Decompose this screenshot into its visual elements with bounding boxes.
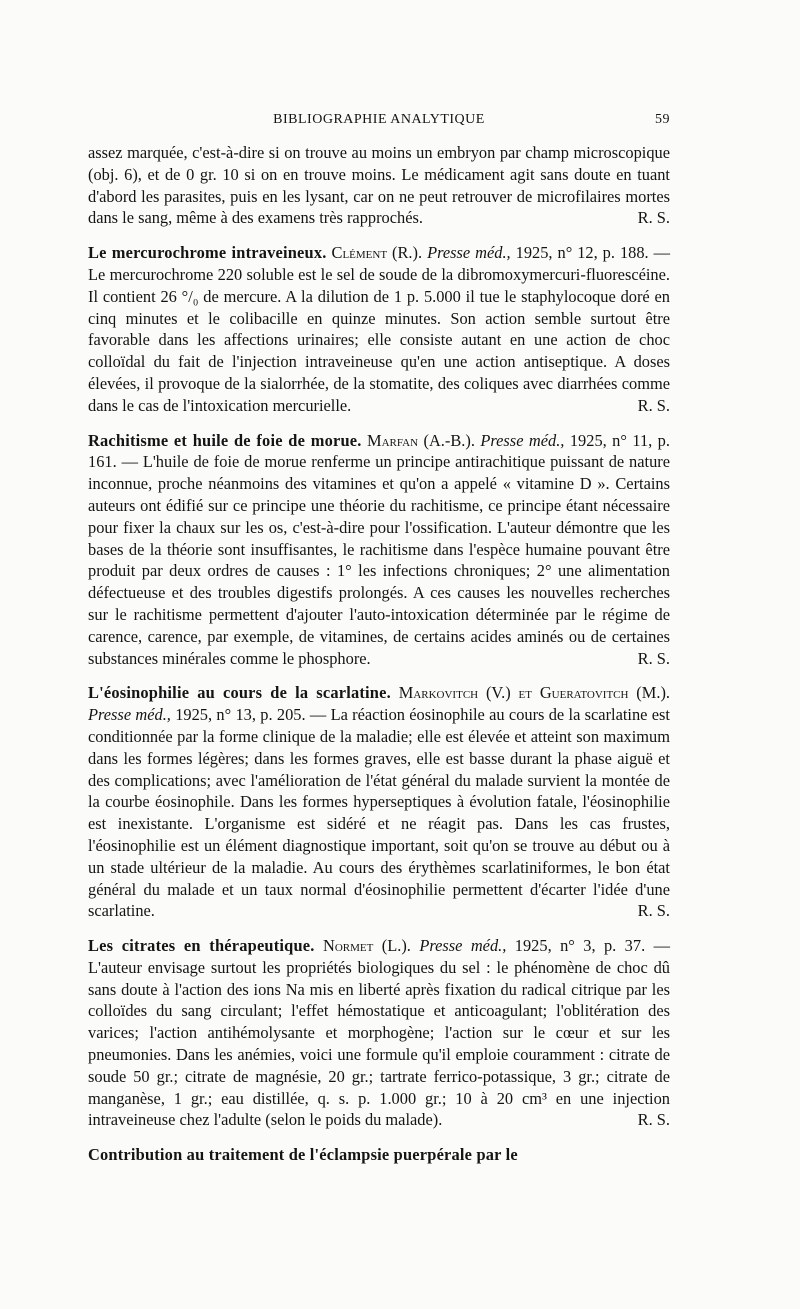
abstract-rachitisme: [88, 430, 670, 670]
header-title: BIBLIOGRAPHIE ANALYTIQUE: [273, 112, 485, 127]
abstract-signature: R. S.: [637, 901, 670, 921]
abstract-eosinophilie: [88, 682, 670, 922]
abstract-reference: 1925, n° 11, p. 161.: [88, 430, 670, 472]
abstract-author: Markovitch (V.) et Gueratovitch (M.).: [398, 683, 670, 703]
abstract-title: Le mercurochrome intraveineux.: [88, 243, 327, 263]
continued-abstract: [88, 142, 670, 229]
abstract-text: — La réaction éosinophile au cours de la scarlatine est conditionnée par la forme clinique de la maladie; elle est élevée et atteint son maximum dans les formes légères; dans les formes graves, elle est basse durant la phase aiguë et des complications; avec l'amélioration de l'état général du malade survient la montée de la courbe éosinophile. Dans les formes hyperseptiques à évolution fatale, l'éosinophilie est inexistante. L'organisme est sidéré et ne réagit pas. Dans les cas frustes, l'éosinophilie est un élément diagnostique important, soit qu'on se trouve au début ou à un stade ultérieur de la maladie. Au cours des érythèmes scarlatiniformes, le bon état général du malade et un taux normal d'éosinophilie permettent d'écarter l'idée d'une scarlatine.: [88, 705, 670, 921]
abstract-text: assez marquée, c'est-à-dire si on trouve au moins un embryon par champ microscopique (obj. 6), et de 0 gr. 10 si on en trouve moins. Le médicament agit sans doute en tuant d'abord les parasites, puis en les lysant, car on ne peut retrouver de microfilaires mortes dans le sang, même à des examens très rapprochés.: [88, 143, 670, 228]
abstract-title: Les citrates en thérapeutique.: [88, 936, 315, 956]
abstract-journal: Presse méd.,: [480, 430, 565, 450]
abstract-author: Marfan (A.-B.).: [367, 430, 475, 450]
abstract-author: Clément (R.).: [331, 243, 423, 263]
abstract-signature: R. S.: [637, 208, 670, 228]
page-body: [88, 142, 670, 1179]
abstract-title: Contribution au traitement de l'éclampsie puerpérale par le: [88, 1145, 518, 1165]
abstract-signature: R. S.: [637, 395, 670, 415]
abstract-journal: Presse méd.,: [427, 243, 511, 263]
abstract-journal: Presse méd.,: [419, 936, 507, 956]
abstract-text: — L'huile de foie de morue renferme un principe antirachitique puissant de nature inconnue, proche néanmoins des vitamines et qu'on a appelé « vitamine D ». Certains auteurs ont édifié sur ce principe une théorie du rachitisme, ce principe étant nécessaire pour fixer la chaux sur les os, c'est-à-dire pour l'ossification. L'auteur démontre que les bases de la théorie sont insuffisantes, le rachitisme dans l'espèce humaine pouvant être produit par deux ordres de causes : 1° les infections chroniques; 2° une alimentation défectueuse et des troubles digestifs prolongés. A ces causes les nouvelles recherches sur le rachitisme permettent d'ajouter l'auto-intoxication déterminée par le régime de carence, carence, par exemple, de vitamines, de certains acides aminés ou de certaines substances minérales comme le phosphore.: [88, 452, 671, 668]
abstract-journal: Presse méd.,: [88, 705, 171, 725]
abstract-mercurochrome: [88, 242, 670, 416]
abstract-reference: 1925, n° 13, p. 205.: [175, 705, 306, 725]
abstract-author: Normet (L.).: [323, 936, 411, 956]
running-header: [88, 112, 670, 132]
abstract-citrates: [88, 935, 670, 1131]
abstract-signature: R. S.: [637, 648, 670, 668]
abstract-title: L'éosinophilie au cours de la scarlatine.: [88, 683, 391, 703]
abstract-eclampsie: [88, 1144, 670, 1166]
abstract-reference: 1925, n° 3, p. 37.: [514, 936, 646, 956]
abstract-text: — L'auteur envisage surtout les propriétés biologiques du sel : le phénomène de choc dû sans doute à l'action des ions Na mis en liberté après fixation du radical citrique par les colloïdes du sang circulant; l'effet hémostatique et anticoagulant; l'oblitération des varices; l'action antihémolysante et morphogène; l'action sur le cœur et sur les pneumonies. Dans les anémies, voici une formule qu'il emploie couramment : citrate de soude 50 gr.; citrate de magnésie, 20 gr.; tartrate ferrico-potassique, 3 gr.; citrate de manganèse, 1 gr.; eau distillée, q. s. p. 1.000 gr.; 10 à 20 cm³ en une injection intraveineuse chez l'adulte (selon le poids du malade).: [88, 936, 671, 1130]
page-number: 59: [655, 112, 670, 127]
abstract-text: — Le mercurochrome 220 soluble est le sel de soude de la dibromoxymercuri-fluorescéine. Il contient 26 °/₀ de mercure. A la dilution de 1 p. 5.000 il tue le staphylocoque doré en cinq minutes et le colibacille en quinze minutes. Son action semble surtout être favorable dans les affections urinaires; elle consiste autant en une action de choc colloïdal du fait de l'injection intraveineuse qu'en une action antiseptique. A doses élevées, il provoque de la sialorrhée, de la stomatite, des coliques avec diarrhées comme dans le cas de l'intoxication mercurielle.: [88, 243, 670, 415]
abstract-reference: 1925, n° 12, p. 188.: [515, 243, 649, 263]
abstract-title: Rachitisme et huile de foie de morue.: [88, 430, 362, 450]
abstract-signature: R. S.: [637, 1110, 670, 1130]
